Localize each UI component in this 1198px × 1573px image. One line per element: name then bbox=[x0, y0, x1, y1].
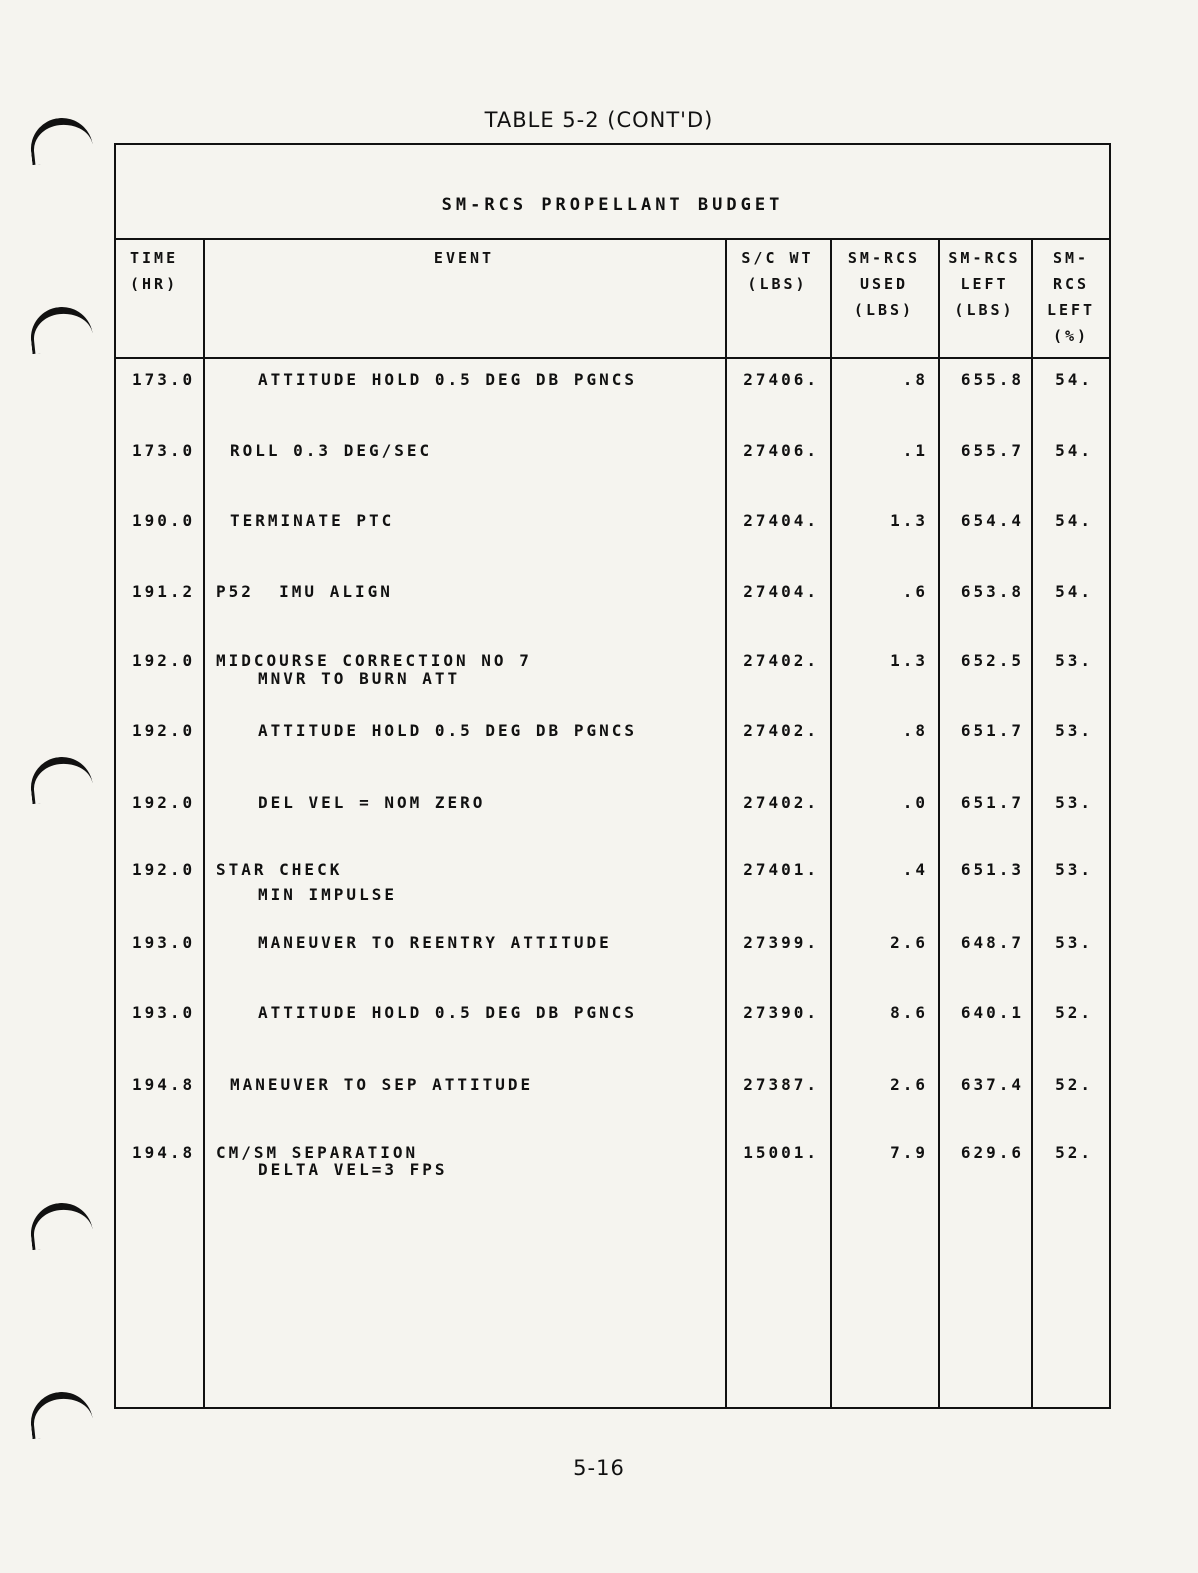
cell-left-lbs: 651.3 bbox=[960, 860, 1024, 879]
cell-event-subline: MIN IMPULSE bbox=[258, 885, 397, 904]
cell-left-lbs: 655.7 bbox=[960, 441, 1024, 460]
cell-left-lbs: 655.8 bbox=[960, 370, 1024, 389]
cell-used: .4 bbox=[902, 860, 928, 879]
cell-time: 191.2 bbox=[132, 582, 196, 601]
cell-time: 192.0 bbox=[132, 721, 196, 740]
cell-left-lbs: 640.1 bbox=[960, 1003, 1024, 1022]
header-left-pct: SM- RCS LEFT (%) bbox=[1046, 249, 1096, 345]
cell-wt: 27402. bbox=[743, 793, 819, 812]
cell-used: 1.3 bbox=[890, 651, 928, 670]
page-number: 5-16 bbox=[573, 1456, 625, 1480]
header-time: TIME (HR) bbox=[130, 249, 179, 293]
table-caption: TABLE 5-2 (CONT'D) bbox=[484, 108, 714, 132]
cell-left-pct: 53. bbox=[1055, 651, 1093, 670]
header-used: SM-RCS USED (LBS) bbox=[847, 249, 921, 319]
cell-event-subline: DELTA VEL=3 FPS bbox=[258, 1160, 448, 1179]
cell-left-pct: 53. bbox=[1055, 860, 1093, 879]
cell-used: .6 bbox=[902, 582, 928, 601]
cell-wt: 27404. bbox=[743, 582, 819, 601]
cell-wt: 27406. bbox=[743, 370, 819, 389]
header-divider bbox=[116, 357, 1109, 359]
cell-event: ATTITUDE HOLD 0.5 DEG DB PGNCS bbox=[258, 1003, 637, 1022]
cell-time: 173.0 bbox=[132, 370, 196, 389]
cell-left-pct: 52. bbox=[1055, 1003, 1093, 1022]
cell-left-pct: 53. bbox=[1055, 793, 1093, 812]
cell-left-lbs: 653.8 bbox=[960, 582, 1024, 601]
cell-wt: 15001. bbox=[743, 1143, 819, 1162]
column-rule bbox=[203, 238, 205, 1409]
cell-event-subline: MNVR TO BURN ATT bbox=[258, 669, 461, 688]
cell-time: 190.0 bbox=[132, 511, 196, 530]
cell-time: 193.0 bbox=[132, 933, 196, 952]
cell-time: 192.0 bbox=[132, 651, 196, 670]
header-event: EVENT bbox=[433, 249, 495, 267]
cell-left-lbs: 637.4 bbox=[960, 1075, 1024, 1094]
title-divider bbox=[116, 238, 1109, 240]
cell-event: STAR CHECK bbox=[216, 860, 343, 879]
cell-event: TERMINATE PTC bbox=[230, 511, 395, 530]
cell-left-pct: 54. bbox=[1055, 582, 1093, 601]
cell-event: ROLL 0.3 DEG/SEC bbox=[230, 441, 433, 460]
cell-left-lbs: 651.7 bbox=[960, 793, 1024, 812]
cell-event: ATTITUDE HOLD 0.5 DEG DB PGNCS bbox=[258, 370, 637, 389]
propellant-budget-table bbox=[114, 143, 1111, 1409]
binder-hole bbox=[28, 1200, 94, 1250]
cell-used: .8 bbox=[902, 370, 928, 389]
binder-hole bbox=[28, 1389, 94, 1439]
cell-left-pct: 54. bbox=[1055, 370, 1093, 389]
cell-time: 192.0 bbox=[132, 793, 196, 812]
cell-left-lbs: 654.4 bbox=[960, 511, 1024, 530]
cell-wt: 27404. bbox=[743, 511, 819, 530]
cell-wt: 27402. bbox=[743, 651, 819, 670]
cell-left-lbs: 651.7 bbox=[960, 721, 1024, 740]
cell-event: MANEUVER TO REENTRY ATTITUDE bbox=[258, 933, 612, 952]
cell-used: 1.3 bbox=[890, 511, 928, 530]
cell-event: P52 IMU ALIGN bbox=[216, 582, 393, 601]
cell-wt: 27387. bbox=[743, 1075, 819, 1094]
header-wt: S/C WT (LBS) bbox=[741, 249, 814, 293]
cell-used: 7.9 bbox=[890, 1143, 928, 1162]
cell-left-lbs: 652.5 bbox=[960, 651, 1024, 670]
cell-time: 173.0 bbox=[132, 441, 196, 460]
cell-event: DEL VEL = NOM ZERO bbox=[258, 793, 486, 812]
cell-event: MIDCOURSE CORRECTION NO 7 bbox=[216, 651, 532, 670]
cell-used: 8.6 bbox=[890, 1003, 928, 1022]
cell-used: .8 bbox=[902, 721, 928, 740]
cell-used: 2.6 bbox=[890, 933, 928, 952]
cell-left-pct: 52. bbox=[1055, 1075, 1093, 1094]
cell-left-pct: 53. bbox=[1055, 933, 1093, 952]
cell-wt: 27390. bbox=[743, 1003, 819, 1022]
cell-wt: 27399. bbox=[743, 933, 819, 952]
cell-left-pct: 52. bbox=[1055, 1143, 1093, 1162]
cell-used: 2.6 bbox=[890, 1075, 928, 1094]
column-rule bbox=[725, 238, 727, 1409]
cell-wt: 27401. bbox=[743, 860, 819, 879]
binder-hole bbox=[28, 304, 94, 354]
binder-hole bbox=[28, 754, 94, 804]
cell-left-pct: 54. bbox=[1055, 511, 1093, 530]
cell-left-lbs: 629.6 bbox=[960, 1143, 1024, 1162]
header-left-lbs: SM-RCS LEFT (LBS) bbox=[948, 249, 1021, 319]
cell-left-pct: 54. bbox=[1055, 441, 1093, 460]
cell-time: 192.0 bbox=[132, 860, 196, 879]
cell-wt: 27402. bbox=[743, 721, 819, 740]
cell-used: .0 bbox=[902, 793, 928, 812]
cell-event: CM/SM SEPARATION bbox=[216, 1143, 419, 1162]
cell-wt: 27406. bbox=[743, 441, 819, 460]
column-rule bbox=[1031, 238, 1033, 1409]
table-title: SM-RCS PROPELLANT BUDGET bbox=[441, 195, 784, 215]
cell-time: 194.8 bbox=[132, 1143, 196, 1162]
cell-event: MANEUVER TO SEP ATTITUDE bbox=[230, 1075, 534, 1094]
cell-used: .1 bbox=[902, 441, 928, 460]
cell-time: 194.8 bbox=[132, 1075, 196, 1094]
cell-left-pct: 53. bbox=[1055, 721, 1093, 740]
column-rule bbox=[938, 238, 940, 1409]
column-rule bbox=[830, 238, 832, 1409]
cell-time: 193.0 bbox=[132, 1003, 196, 1022]
cell-left-lbs: 648.7 bbox=[960, 933, 1024, 952]
cell-event: ATTITUDE HOLD 0.5 DEG DB PGNCS bbox=[258, 721, 637, 740]
